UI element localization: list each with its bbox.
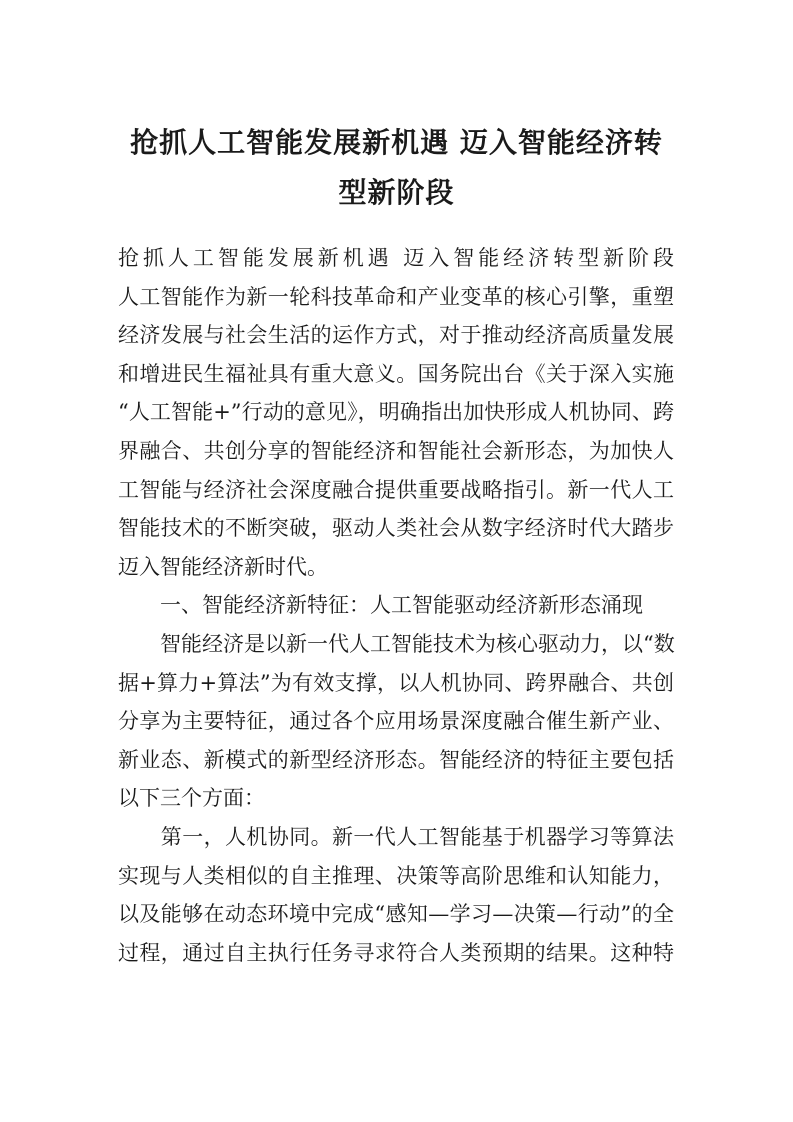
body-text-line: 人工智能作为新一轮科技革命和产业变革的核心引擎，重塑 [118,284,674,309]
body-text-line: “人工智能+”行动的意见》，明确指出加快形成人机协同、跨 [118,400,674,425]
body-text-line: 第一，人机协同。新一代人工智能基于机器学习等算法 [118,824,674,849]
body-text-line: 一、智能经济新特征：人工智能驱动经济新形态涌现 [118,593,643,618]
title-line-1: 抢抓人工智能发展新机遇 迈入智能经济转 [130,126,663,159]
body-text-line: 智能经济是以新一代人工智能技术为核心驱动力，以“数 [118,631,675,656]
body-text-line: 以及能够在动态环境中完成“感知—学习—决策—行动”的全 [118,902,674,927]
document-title [90,118,703,218]
body-text-line: 和增进民生福祉具有重大意义。国务院出台《关于深入实施 [118,361,674,386]
body-text-line: 据+算力+算法”为有效支撑，以人机协同、跨界融合、共创 [118,670,674,695]
body-text-line: 实现与人类相似的自主推理、决策等高阶思维和认知能力， [118,863,674,888]
body-text-line: 新业态、新模式的新型经济形态。智能经济的特征主要包括 [118,747,674,772]
body-text-line: 抢抓人工智能发展新机遇 迈入智能经济转型新阶段 [118,246,674,270]
body-text-line: 过程，通过自主执行任务寻求符合人类预期的结果。这种特 [118,940,674,965]
body-text-line: 界融合、共创分享的智能经济和智能社会新形态，为加快人 [118,438,674,463]
body-text-line: 迈入智能经济新时代。 [118,554,328,579]
body-text-line: 智能技术的不断突破，驱动人类社会从数字经济时代大踏步 [118,516,674,541]
body-text-line: 工智能与经济社会深度融合提供重要战略指引。新一代人工 [118,477,674,502]
body-text-line: 经济发展与社会生活的运作方式，对于推动经济高质量发展 [118,323,674,348]
body-text-line: 以下三个方面： [118,786,265,811]
body-text-line: 分享为主要特征，通过各个应用场景深度融合催生新产业、 [118,709,674,734]
title-line-2: 型新阶段 [338,176,455,209]
document-body [118,239,674,972]
